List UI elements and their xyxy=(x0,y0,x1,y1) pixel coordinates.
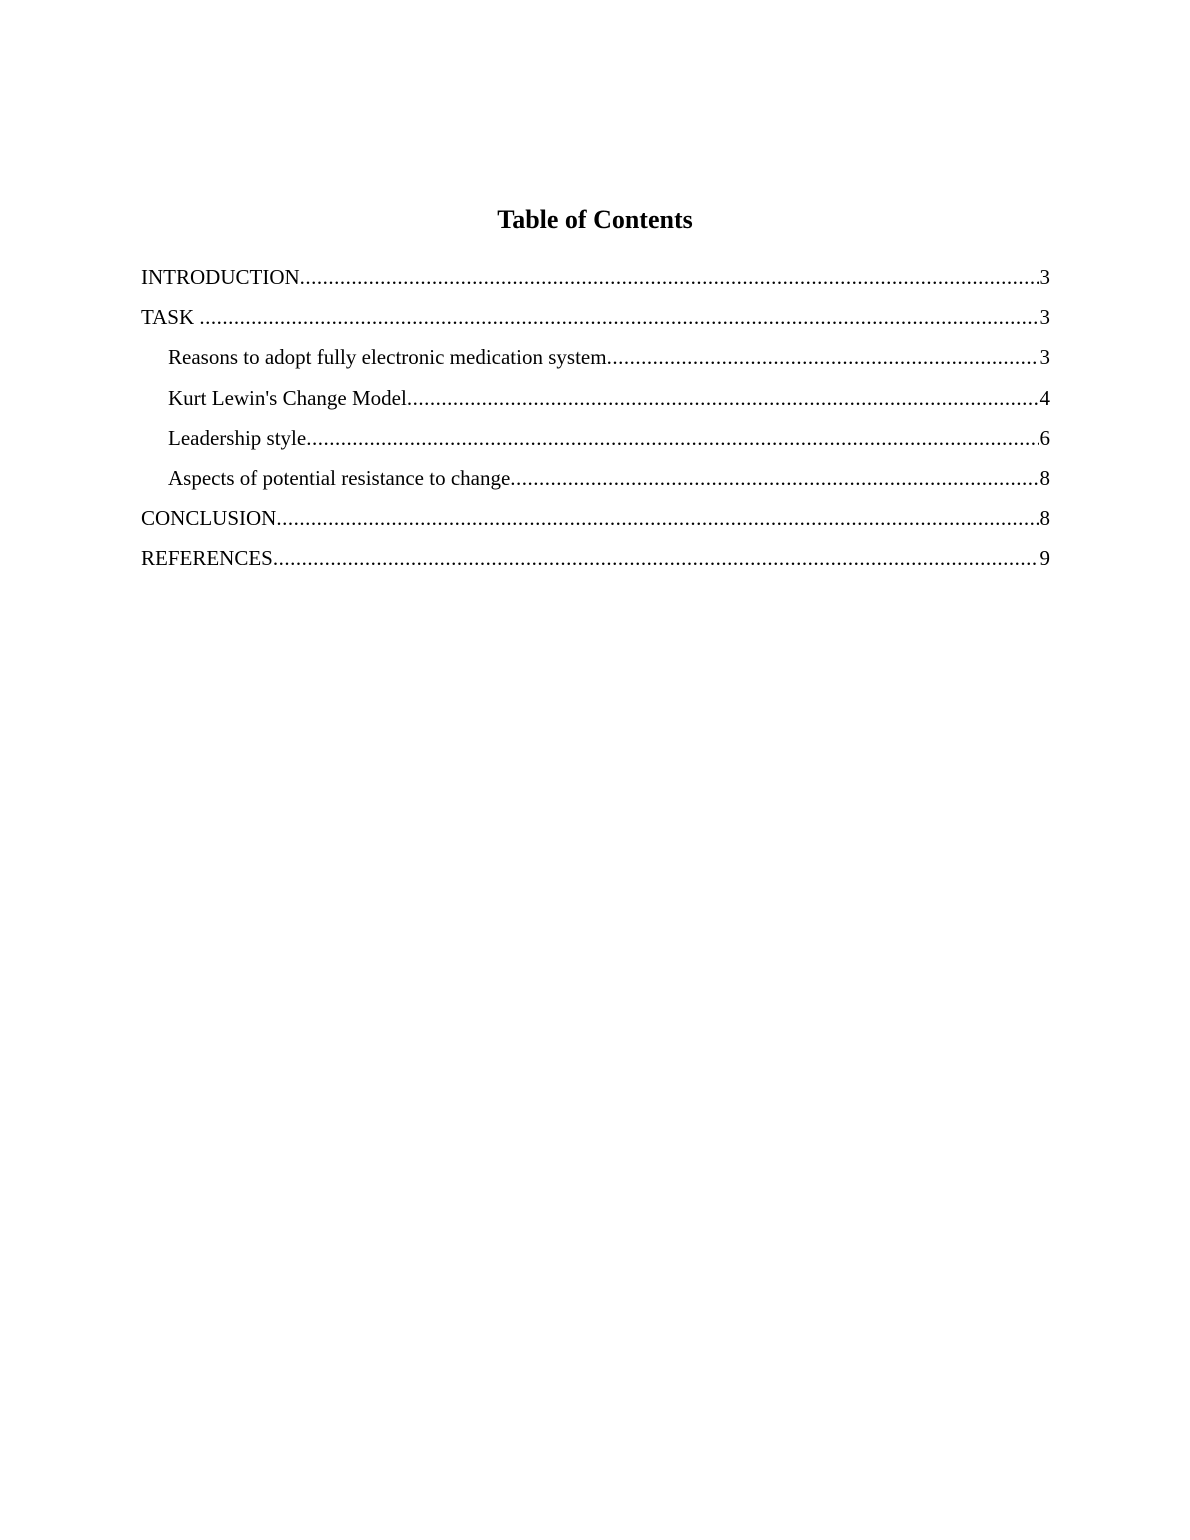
toc-dot-leader xyxy=(273,538,1039,578)
toc-entry-references[interactable] xyxy=(141,538,1050,578)
toc-page-number: 6 xyxy=(1039,425,1050,450)
toc-entry-label: TASK xyxy=(141,305,200,330)
toc-entry-resistance[interactable] xyxy=(141,458,1050,498)
toc-entry-reasons[interactable] xyxy=(141,337,1050,377)
toc-entry-leadership-style[interactable] xyxy=(141,418,1050,458)
toc-page-number: 9 xyxy=(1039,546,1050,571)
toc-entry-introduction[interactable] xyxy=(141,257,1050,297)
toc-entry-label: Leadership style xyxy=(168,425,307,450)
toc-entry-label: Reasons to adopt fully electronic medication system xyxy=(168,345,607,370)
toc-entry-label: CONCLUSION xyxy=(141,506,277,531)
toc-page-number: 3 xyxy=(1039,265,1050,289)
toc-title: Table of Contents xyxy=(497,205,693,234)
toc-page-number: 3 xyxy=(1039,345,1050,370)
toc-dot-leader xyxy=(407,378,1039,418)
toc-entry-kurt-lewin[interactable] xyxy=(141,378,1050,418)
toc-dot-leader xyxy=(300,257,1039,297)
toc-dot-leader xyxy=(276,498,1038,538)
toc-page-number: 3 xyxy=(1039,305,1050,330)
toc-page-number: 4 xyxy=(1039,385,1050,410)
toc-dot-leader xyxy=(199,297,1038,337)
toc-entry-task[interactable] xyxy=(141,297,1050,337)
toc-dot-leader xyxy=(607,337,1039,377)
toc-page-number: 8 xyxy=(1039,465,1050,490)
toc-entry-label: Aspects of potential resistance to change xyxy=(168,465,511,490)
toc-list xyxy=(141,257,1050,579)
toc-entry-label: REFERENCES xyxy=(141,546,273,571)
toc-entry-conclusion[interactable] xyxy=(141,498,1050,538)
toc-dot-leader xyxy=(306,418,1038,458)
toc-page-number: 8 xyxy=(1039,506,1050,531)
toc-dot-leader xyxy=(510,458,1038,498)
toc-entry-label: Kurt Lewin's Change Model xyxy=(168,385,407,410)
toc-entry-label: INTRODUCTION xyxy=(141,265,300,289)
